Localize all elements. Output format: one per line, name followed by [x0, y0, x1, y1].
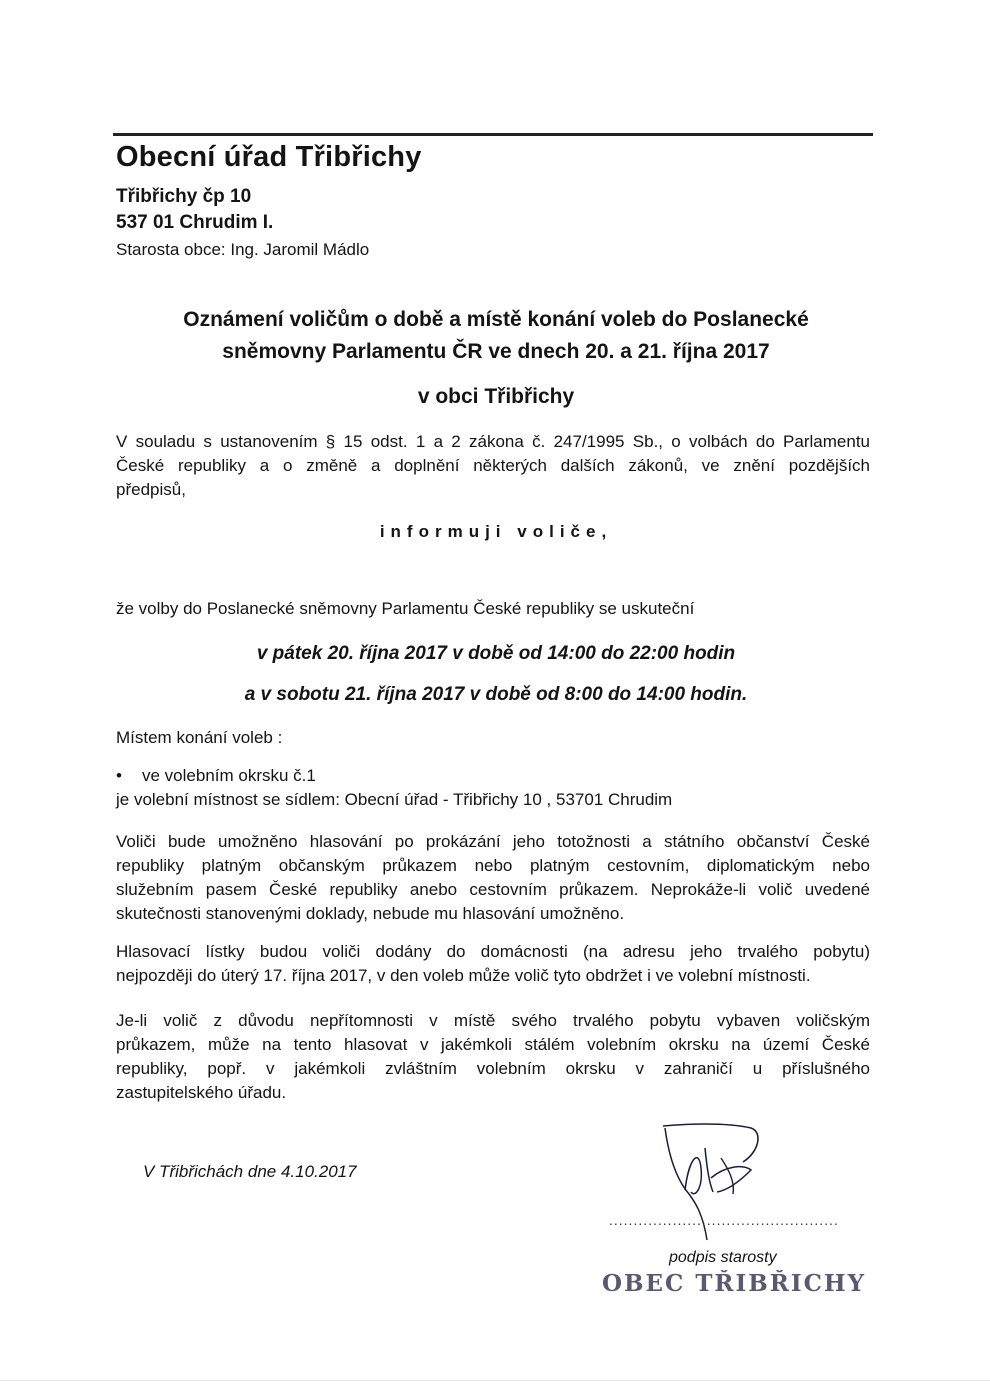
ballots-paragraph: [116, 940, 870, 988]
paragraph-line: skutečnosti stanovenými doklady, nebude mu hlasování umožněno.: [116, 904, 625, 923]
paragraph-line: republiky platným občanským průkazem nebo platným cestovním, diplomatickým nebo: [116, 856, 870, 875]
voter-id-paragraph: [116, 830, 870, 926]
intro-line: předpisů,: [116, 480, 186, 499]
paragraph-line: průkazem, může na tento hlasovat v jakémkoli stálém volebním okrsku na území České: [116, 1035, 870, 1054]
municipal-stamp: OBEC TŘIBŘICHY: [602, 1270, 867, 1297]
paragraph-line: Hlasovací lístky budou voliči dodány do domácnosti (na adresu jeho trvalého pobytu): [116, 942, 870, 961]
mayor-line: Starosta obce: Ing. Jaromil Mádlo: [116, 240, 370, 259]
handwritten-signature: [655, 1118, 775, 1248]
paragraph-line: služebním pasem České republiky anebo cestovním průkazem. Neprokáže-li volič uvedené: [116, 880, 870, 899]
inform-heading: informuji voliče,: [379, 522, 613, 541]
polling-room-line: je volební místnost se sídlem: Obecní úřad - Třibřichy 10 , 53701 Chrudim: [116, 790, 673, 809]
place-label: Místem konání voleb :: [116, 728, 283, 747]
intro-line: V souladu s ustanovením § 15 odst. 1 a 2 zákona č. 247/1995 Sb., o volbách do Parlamentu: [116, 432, 870, 451]
announce-line: že volby do Poslanecké sněmovny Parlamentu České republiky se uskuteční: [116, 599, 695, 618]
scan-edge: [0, 1380, 990, 1381]
election-date-2: a v sobotu 21. října 2017 v době od 8:00 do 14:00 hodin.: [244, 684, 748, 705]
paragraph-line: nejpozději do úterý 17. října 2017, v den voleb může volič tyto obdržet i ve volební místnosti.: [116, 966, 811, 985]
intro-line: České republiky a o změně a doplnění některých dalších zákonů, ve znění pozdějších: [116, 456, 870, 475]
paragraph-line: Voliči bude umožněno hlasování po prokázání jeho totožnosti a státního občanství České: [116, 832, 870, 851]
address-line-1: Třibřichy čp 10: [116, 186, 252, 207]
district-bullet: [116, 766, 316, 786]
title-line-2: sněmovny Parlamentu ČR ve dnech 20. a 21. října 2017: [222, 340, 770, 363]
district-text: ve volebním okrsku č.1: [142, 766, 316, 785]
paragraph-line: republiky, popř. v jakémkoli zvláštním volebním okrsku v zahraničí u příslušného: [116, 1059, 870, 1078]
intro-paragraph: [116, 430, 870, 502]
paragraph-line: zastupitelského úřadu.: [116, 1083, 287, 1102]
office-name: Obecní úřad Třibřichy: [116, 141, 422, 173]
header-rule: [113, 133, 873, 136]
voter-card-paragraph: [116, 1009, 870, 1105]
election-date-1: v pátek 20. října 2017 v době od 14:00 do 22:00 hodin: [256, 643, 736, 664]
title-line-3: v obci Třibřichy: [417, 385, 575, 408]
address-line-2: 537 01 Chrudim I.: [116, 212, 274, 233]
signature-line: ...............................................: [609, 1212, 839, 1228]
place-and-date: V Třibřichách dne 4.10.2017: [143, 1162, 357, 1181]
paragraph-line: Je-li volič z důvodu nepřítomnosti v místě svého trvalého pobytu vybaven voličským: [116, 1011, 870, 1030]
signature-label: podpis starosty: [669, 1249, 777, 1266]
bullet-icon: •: [116, 766, 122, 785]
title-line-1: Oznámení voličům o době a místě konání voleb do Poslanecké: [183, 308, 809, 331]
